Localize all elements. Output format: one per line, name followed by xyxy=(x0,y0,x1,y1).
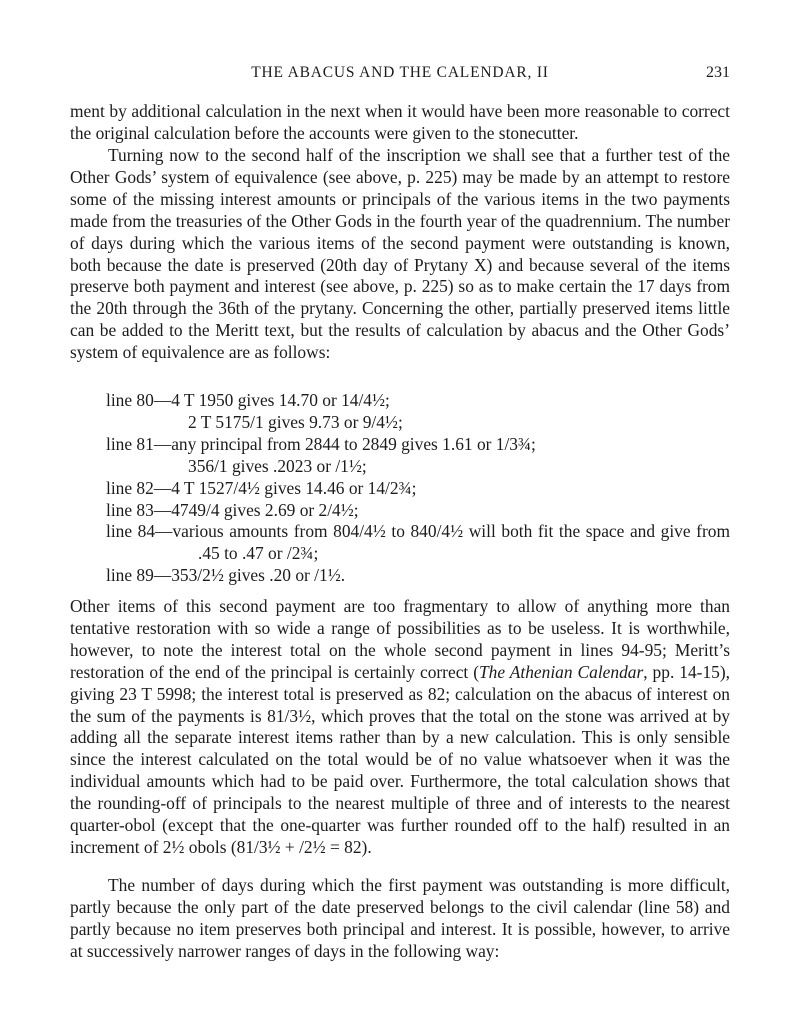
list-item-line-80-continued: 2 T 5175/1 gives 9.73 or 9/4½; xyxy=(188,411,403,432)
paragraph-second-half: Turning now to the second half of the inscription we shall see that a further test of the Other Gods’ system of equivalence (see above, p. 225) may be made by an attempt to restore some of the missing interest amounts or principals of the various items in the two payments made from the treasuries of the Other Gods in the fourth year of the quadrennium. The number of days during which the various items of the second payment were outstanding is known, both because the date is preserved (20th day of Prytany X) and because several of the items preserve both payment and interest (see above, p. 225) so as to make certain the 17 days from the 20th through the 36th of the prytany. Concerning the other, partially preserved items little can be added to the Meritt text, but the results of calculation by abacus and the Other Gods’ system of equivalence are as follows: xyxy=(70,145,730,363)
page-header xyxy=(70,62,730,84)
paragraph-fragmentary-items xyxy=(70,596,730,859)
paragraph-continuation: ment by additional calculation in the next when it would have been more reasonable to correct the original calculation before the accounts were given to the stonecutter. xyxy=(70,101,730,143)
list-item-line-80: line 80—4 T 1950 gives 14.70 or 14/4½; xyxy=(106,390,390,410)
calculation-list xyxy=(106,390,730,587)
paragraph-first-payment: The number of days during which the first payment was outstanding is more difficult, partly because the only part of the date preserved belongs to the civil calendar (line 58) and partly because no item preserves both principal and interest. It is possible, however, to arrive at successively narrower ranges of days in the following way: xyxy=(70,875,730,961)
list-item-line-83: line 83—4749/4 gives 2.69 or 2/4½; xyxy=(106,499,359,520)
running-title: THE ABACUS AND THE CALENDAR, II xyxy=(251,64,549,81)
list-item-line-81-continued: 356/1 gives .2023 or /1½; xyxy=(188,455,367,476)
paragraph-text: Other items of this second payment are too fragmentary to allow of anything more than tentative restoration with so wide a range of possibilities as to be useless. It is worthwhile, however, to note the interest total on the whole second payment in lines 94-95; Meritt’s restoration of the end of the principal is certainly correct ( xyxy=(70,596,730,682)
list-item-line-81: line 81—any principal from 2844 to 2849 gives 1.61 or 1/3¾; xyxy=(106,433,536,454)
paragraph-text: , pp. 14-15), giving 23 T 5998; the interest total is preserved as 82; calculation on the abacus of interest on the sum of the payments is 81/3½, which proves that the total on the stone was arrived at by adding all the separate interest items rather than by a new calculation. This is only sensible since the interest calculated on the total would be of no value whatsoever when it was the individual amounts which had to be paid over. Furthermore, the total calculation shows that the rounding-off of principals to the nearest multiple of three and of interests to the nearest quarter-obol (except that the one-quarter was further rounded off to the half) resulted in an increment of 2½ obols (81/3½ + /2½ = 82). xyxy=(70,661,730,857)
list-item-line-84: line 84—various amounts from 804/4½ to 840/4½ will both fit the space and give from .45 to .47 or /2¾; xyxy=(106,521,730,564)
book-title: The Athenian Calendar xyxy=(479,661,644,682)
list-item-line-82: line 82—4 T 1527/4½ gives 14.46 or 14/2¾; xyxy=(106,477,417,498)
page-number: 231 xyxy=(706,64,730,81)
list-item-line-89: line 89—353/2½ gives .20 or /1½. xyxy=(106,565,346,586)
